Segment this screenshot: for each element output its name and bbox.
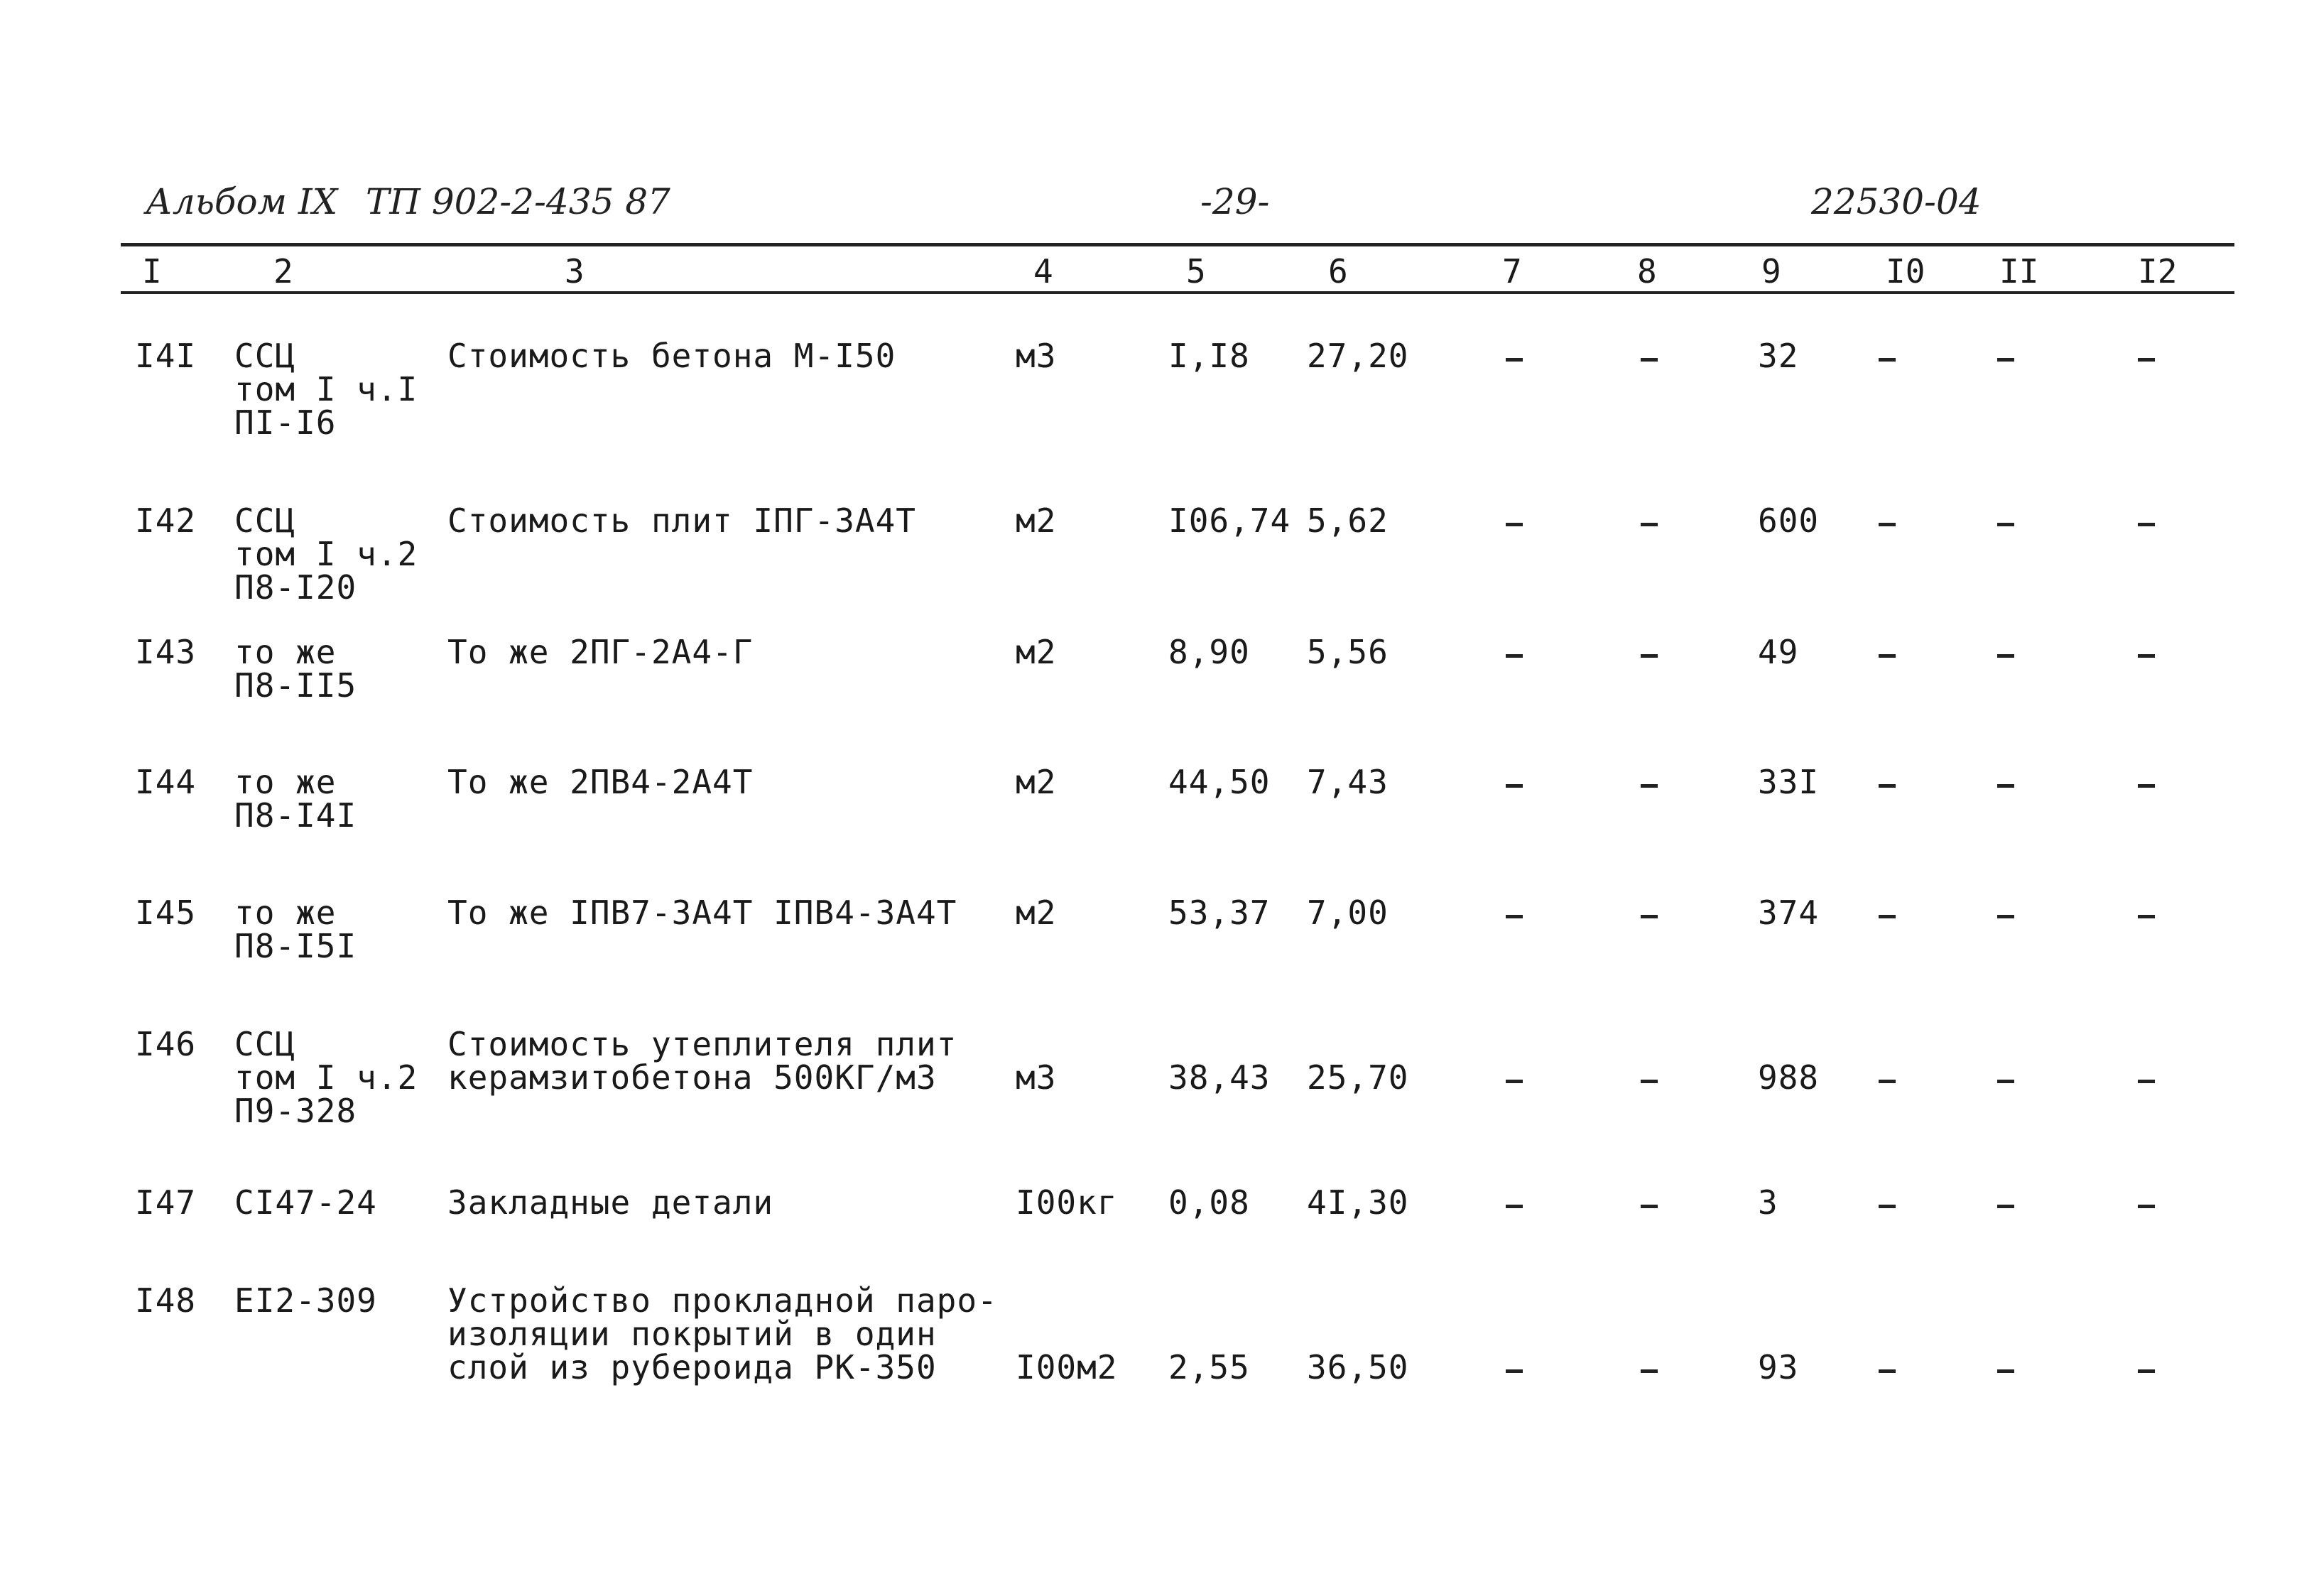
empty-dash-c10: [1879, 915, 1896, 918]
cell-name-line-1: То же 2ПВ4-2А4Т: [447, 763, 754, 801]
cell-qty: I06,74: [1168, 501, 1291, 540]
cell-total: 600: [1758, 501, 1820, 540]
cell-source-line-2: том I ч.2: [234, 1058, 418, 1097]
cell-total: 33I: [1758, 763, 1820, 801]
cell-qty: 0,08: [1168, 1183, 1250, 1222]
cell-name-line-2: керамзитобетона 500КГ/м3: [447, 1058, 937, 1097]
cell-price: 7,00: [1307, 894, 1389, 932]
column-number-7: 7: [1502, 252, 1522, 291]
cell-price: 5,62: [1307, 501, 1389, 540]
empty-dash-c10: [1879, 1205, 1896, 1208]
empty-dash-c8: [1641, 1205, 1658, 1208]
cell-source-line-1: СI47-24: [234, 1183, 377, 1222]
column-number-11: II: [1999, 252, 2039, 291]
empty-dash-c10: [1879, 784, 1896, 788]
cell-total: 32: [1758, 337, 1799, 375]
empty-dash-c8: [1641, 1080, 1658, 1083]
column-number-2: 2: [273, 252, 293, 291]
empty-dash-c12: [2138, 1369, 2155, 1373]
empty-dash-c7: [1506, 915, 1523, 918]
empty-dash-c8: [1641, 784, 1658, 788]
column-number-8: 8: [1637, 252, 1657, 291]
empty-dash-c8: [1641, 1369, 1658, 1373]
empty-dash-c12: [2138, 358, 2155, 362]
column-number-6: 6: [1328, 252, 1348, 291]
empty-dash-c8: [1641, 915, 1658, 918]
cell-no: I45: [135, 894, 197, 932]
cell-name-line-1: Закладные детали: [447, 1183, 774, 1222]
empty-dash-c11: [1997, 654, 2014, 658]
empty-dash-c8: [1641, 523, 1658, 526]
cell-source-line-2: П8-I5I: [234, 927, 357, 965]
cell-name-line-2: изоляции покрытий в один: [447, 1315, 937, 1353]
header-rule-bottom: [121, 291, 2234, 294]
cell-source-line-2: том I ч.I: [234, 370, 418, 408]
empty-dash-c8: [1641, 654, 1658, 658]
empty-dash-c12: [2138, 1205, 2155, 1208]
column-number-3: 3: [565, 252, 585, 291]
album-label: Альбом IX: [146, 181, 338, 222]
empty-dash-c11: [1997, 358, 2014, 362]
empty-dash-c11: [1997, 1205, 2014, 1208]
cell-no: I44: [135, 763, 197, 801]
empty-dash-c12: [2138, 1080, 2155, 1083]
tp-number: ТП 902-2-435 87: [366, 181, 670, 222]
cell-no: I46: [135, 1025, 197, 1063]
column-number-10: I0: [1886, 252, 1925, 291]
cell-source-line-1: ЕI2-309: [234, 1281, 377, 1320]
empty-dash-c7: [1506, 1080, 1523, 1083]
cell-name-line-1: Устройство прокладной паро-: [447, 1281, 998, 1320]
empty-dash-c10: [1879, 1369, 1896, 1373]
empty-dash-c12: [2138, 784, 2155, 788]
cell-price: 25,70: [1307, 1058, 1409, 1097]
cell-source-line-3: П8-I20: [234, 568, 357, 607]
cell-qty: 2,55: [1168, 1348, 1250, 1386]
column-number-4: 4: [1033, 252, 1053, 291]
cell-name-line-1: То же 2ПГ-2А4-Г: [447, 633, 754, 671]
empty-dash-c7: [1506, 1369, 1523, 1373]
cell-name-line-1: Стоимость бетона М-I50: [447, 337, 896, 375]
cell-source-line-1: то же: [234, 633, 337, 671]
empty-dash-c10: [1879, 1080, 1896, 1083]
empty-dash-c11: [1997, 1369, 2014, 1373]
cell-name-line-1: Стоимость утеплителя плит: [447, 1025, 957, 1063]
cell-source-line-2: П8-I4I: [234, 796, 357, 835]
cell-total: 3: [1758, 1183, 1778, 1222]
cell-unit: I00кг: [1016, 1183, 1118, 1222]
empty-dash-c10: [1879, 523, 1896, 526]
empty-dash-c8: [1641, 358, 1658, 362]
cell-qty: I,I8: [1168, 337, 1250, 375]
document-number: 22530-04: [1811, 181, 1982, 222]
cell-unit: м2: [1016, 501, 1057, 540]
cell-source-line-3: П9-328: [234, 1092, 357, 1130]
empty-dash-c11: [1997, 523, 2014, 526]
cell-source-line-1: то же: [234, 763, 337, 801]
cell-no: I43: [135, 633, 197, 671]
cell-name-line-3: слой из рубероида РК-350: [447, 1348, 937, 1386]
empty-dash-c12: [2138, 654, 2155, 658]
cell-price: 5,56: [1307, 633, 1389, 671]
empty-dash-c7: [1506, 1205, 1523, 1208]
empty-dash-c7: [1506, 654, 1523, 658]
cell-no: I47: [135, 1183, 197, 1222]
empty-dash-c10: [1879, 358, 1896, 362]
cell-source-line-1: то же: [234, 894, 337, 932]
empty-dash-c10: [1879, 654, 1896, 658]
cell-total: 374: [1758, 894, 1820, 932]
empty-dash-c11: [1997, 1080, 2014, 1083]
empty-dash-c7: [1506, 523, 1523, 526]
empty-dash-c7: [1506, 784, 1523, 788]
column-number-1: I: [142, 252, 162, 291]
cell-no: I48: [135, 1281, 197, 1320]
cell-source-line-1: ССЦ: [234, 501, 296, 540]
empty-dash-c11: [1997, 915, 2014, 918]
cell-qty: 53,37: [1168, 894, 1271, 932]
header-rule-top: [121, 243, 2234, 246]
empty-dash-c12: [2138, 523, 2155, 526]
cell-qty: 8,90: [1168, 633, 1250, 671]
cell-price: 27,20: [1307, 337, 1409, 375]
cell-no: I42: [135, 501, 197, 540]
empty-dash-c11: [1997, 784, 2014, 788]
cell-qty: 38,43: [1168, 1058, 1271, 1097]
cell-no: I4I: [135, 337, 197, 375]
cell-name-line-1: То же IПВ7-3А4Т IПВ4-3А4Т: [447, 894, 957, 932]
cell-price: 36,50: [1307, 1348, 1409, 1386]
cell-unit: I00м2: [1016, 1348, 1118, 1386]
cell-qty: 44,50: [1168, 763, 1271, 801]
cell-price: 4I,30: [1307, 1183, 1409, 1222]
page-number: -29-: [1200, 181, 1270, 222]
cell-source-line-3: ПI-I6: [234, 403, 337, 442]
cell-source-line-1: ССЦ: [234, 1025, 296, 1063]
cell-unit: м3: [1016, 1058, 1057, 1097]
cell-unit: м2: [1016, 763, 1057, 801]
cell-source-line-1: ССЦ: [234, 337, 296, 375]
cell-unit: м3: [1016, 337, 1057, 375]
column-number-5: 5: [1186, 252, 1206, 291]
cell-name-line-1: Стоимость плит IПГ-3А4Т: [447, 501, 916, 540]
cell-source-line-2: П8-II5: [234, 666, 357, 705]
cell-unit: м2: [1016, 633, 1057, 671]
empty-dash-c12: [2138, 915, 2155, 918]
cell-unit: м2: [1016, 894, 1057, 932]
column-number-9: 9: [1761, 252, 1781, 291]
empty-dash-c7: [1506, 358, 1523, 362]
cell-price: 7,43: [1307, 763, 1389, 801]
cell-source-line-2: том I ч.2: [234, 535, 418, 573]
column-number-12: I2: [2138, 252, 2178, 291]
cell-total: 49: [1758, 633, 1799, 671]
cell-total: 988: [1758, 1058, 1820, 1097]
cell-total: 93: [1758, 1348, 1799, 1386]
